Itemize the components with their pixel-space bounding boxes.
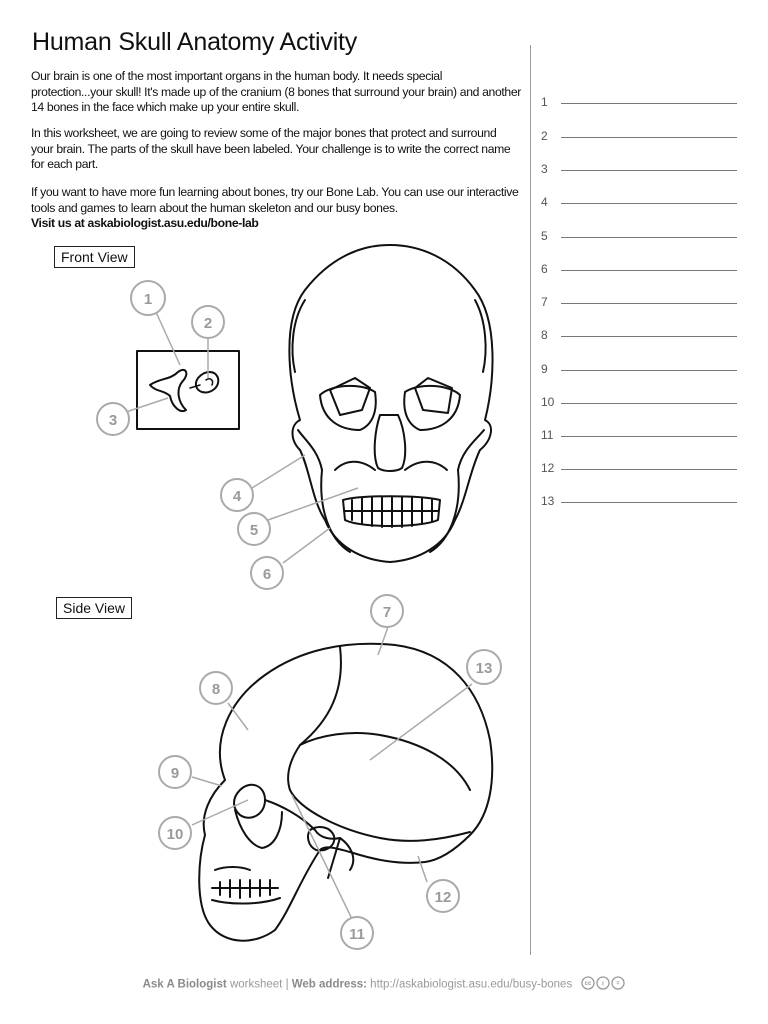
answer-row-12[interactable]: 12	[541, 461, 741, 475]
svg-text:=: =	[616, 981, 621, 987]
answer-row-7[interactable]: 7	[541, 295, 741, 309]
label-number: 9	[170, 765, 180, 782]
creative-commons-icons	[581, 976, 625, 993]
footer	[0, 976, 768, 993]
label-number: 6	[262, 566, 272, 583]
intro-paragraph-3-text: If you want to have more fun learning about bones, try our Bone Lab. You can use our interactive tools and games to learn about the human skeleton and our busy bones.	[31, 185, 519, 215]
footer-url[interactable]: http://askabiologist.asu.edu/busy-bones	[370, 978, 573, 991]
answer-row-11[interactable]: 11	[541, 428, 741, 442]
footer-site: Ask A Biologist	[142, 978, 227, 991]
label-number: 2	[203, 315, 213, 332]
answer-row-5[interactable]: 5	[541, 229, 741, 243]
label-number: 7	[382, 604, 392, 621]
front-view-label: Front View	[54, 246, 135, 268]
answer-row-9[interactable]: 9	[541, 362, 741, 376]
label-number: 5	[249, 522, 259, 539]
label-number: 11	[349, 926, 365, 943]
label-number: 1	[143, 291, 153, 308]
footer-kind: worksheet	[229, 978, 283, 991]
label-number: 12	[434, 889, 452, 906]
answer-row-3[interactable]: 3	[541, 162, 741, 176]
answer-row-2[interactable]: 2	[541, 129, 741, 143]
label-number: 10	[166, 826, 184, 843]
label-number: 4	[232, 488, 242, 505]
answer-row-6[interactable]: 6	[541, 262, 741, 276]
answer-row-10[interactable]: 10	[541, 395, 741, 409]
side-view-label: Side View	[56, 597, 132, 619]
answer-row-4[interactable]: 4	[541, 195, 741, 209]
answer-row-1[interactable]: 1	[541, 95, 741, 109]
ear-bones-inset	[137, 351, 239, 429]
svg-text:cc: cc	[585, 981, 592, 987]
front-skull-drawing	[289, 245, 492, 562]
answer-row-13[interactable]: 13	[541, 494, 741, 508]
intro-paragraph-1: Our brain is one of the most important organs in the human body. It needs special protection...your skull! It's made up of the cranium (8 bones that surround your brain) and another 14 bones in the face which make up your entire skull.	[31, 69, 521, 114]
intro-paragraph-2: In this worksheet, we are going to review some of the major bones that protect and surround your brain. The parts of the skull have been labeled. Your challenge is to write the correct name for each part.	[31, 126, 511, 171]
page-title: Human Skull Anatomy Activity	[32, 28, 358, 56]
answer-row-8[interactable]: 8	[541, 328, 741, 342]
footer-web-label: Web address:	[291, 978, 367, 991]
label-number: 13	[475, 660, 493, 677]
bone-lab-link[interactable]: Visit us at askabiologist.asu.edu/bone-lab	[31, 216, 259, 230]
footer-sep: |	[285, 978, 289, 991]
label-number: 3	[108, 412, 118, 429]
label-number: 8	[211, 681, 221, 698]
svg-text:i: i	[602, 981, 605, 988]
